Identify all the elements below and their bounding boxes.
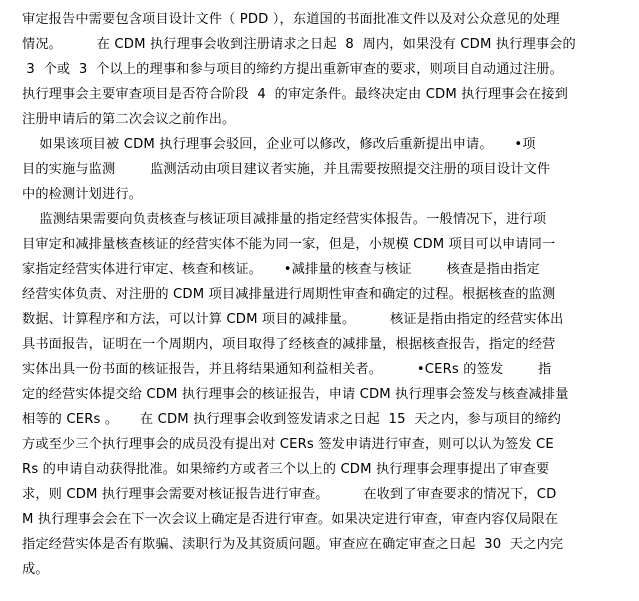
text-line: 定的经营实体提交给 CDM 执行理事会的核证报告，申请 CDM 执行理事会签发与核查减排量	[22, 387, 569, 402]
text-line: 成。	[22, 562, 49, 577]
text-line: 方或至少三个执行理事会的成员没有提出对 CERs 签发申请进行审查，则可以认为签发 CE	[22, 437, 554, 452]
text-line: 执行理事会主要审查项目是否符合阶段 4 的审定条件。最终决定由 CDM 执行理事会在接到	[22, 87, 568, 102]
text-line: 实体出具一份书面的核证报告，并且将结果通知利益相关者。 •CERs 的签发 指	[22, 362, 552, 377]
text-line: 目审定和减排量核查核证的经营实体不能为同一家，但是，小规模 CDM 项目可以申请同一	[22, 237, 556, 252]
text-line: 如果该项目被 CDM 执行理事会驳回，企业可以修改，修改后重新提出申请。 •项	[22, 137, 536, 152]
text-line: 经营实体负责、对注册的 CDM 项目减排量进行周期性审查和确定的过程。根据核查的监测	[22, 287, 556, 302]
text-line: 相等的 CERs 。 在 CDM 执行理事会收到签发请求之日起 15 天之内，参与项目的缔约	[22, 412, 562, 427]
text-line: 审定报告中需要包含项目设计文件（ PDD ），东道国的书面批准文件以及对公众意见的处理	[22, 12, 560, 27]
text-line: 中的检测计划进行。	[22, 187, 143, 202]
text-line: Rs 的申请自动获得批准。如果缔约方或者三个以上的 CDM 执行理事会理事提出了审查要	[22, 462, 550, 477]
text-line: 注册申请后的第二次会议之前作出。	[22, 112, 236, 127]
text-line: 数据、计算程序和方法，可以计算 CDM 项目的减排量。 核证是指由指定的经营实体出	[22, 312, 564, 327]
text-line: 情况。 在 CDM 执行理事会收到注册请求之日起 8 周内，如果没有 CDM 执行理事会的	[22, 37, 576, 52]
text-line: 监测结果需要向负责核查与核证项目减排量的指定经营实体报告。一般情况下，进行项	[22, 212, 547, 227]
text-line: 3 个或 3 个以上的理事和参与项目的缔约方提出重新审查的要求，则项目自动通过注册。	[22, 62, 563, 77]
text-line: 求，则 CDM 执行理事会需要对核证报告进行审查。 在收到了审查要求的情况下，CD	[22, 487, 557, 502]
text-line: M 执行理事会会在下一次会议上确定是否进行审查。如果决定进行审查，审查内容仅局限在	[22, 512, 559, 527]
text-line: 具书面报告，证明在一个周期内，项目取得了经核查的减排量，根据核查报告，指定的经营	[22, 337, 556, 352]
text-line: 家指定经营实体进行审定、核查和核证。 •减排量的核查与核证 核查是指由指定	[22, 262, 540, 277]
text-line: 指定经营实体是否有欺骗、渎职行为及其资质问题。审查应在确定审查之日起 30 天之内完	[22, 537, 564, 552]
text-line: 目的实施与监测 监测活动由项目建议者实施，并且需要按照提交注册的项目设计文件	[22, 162, 551, 177]
